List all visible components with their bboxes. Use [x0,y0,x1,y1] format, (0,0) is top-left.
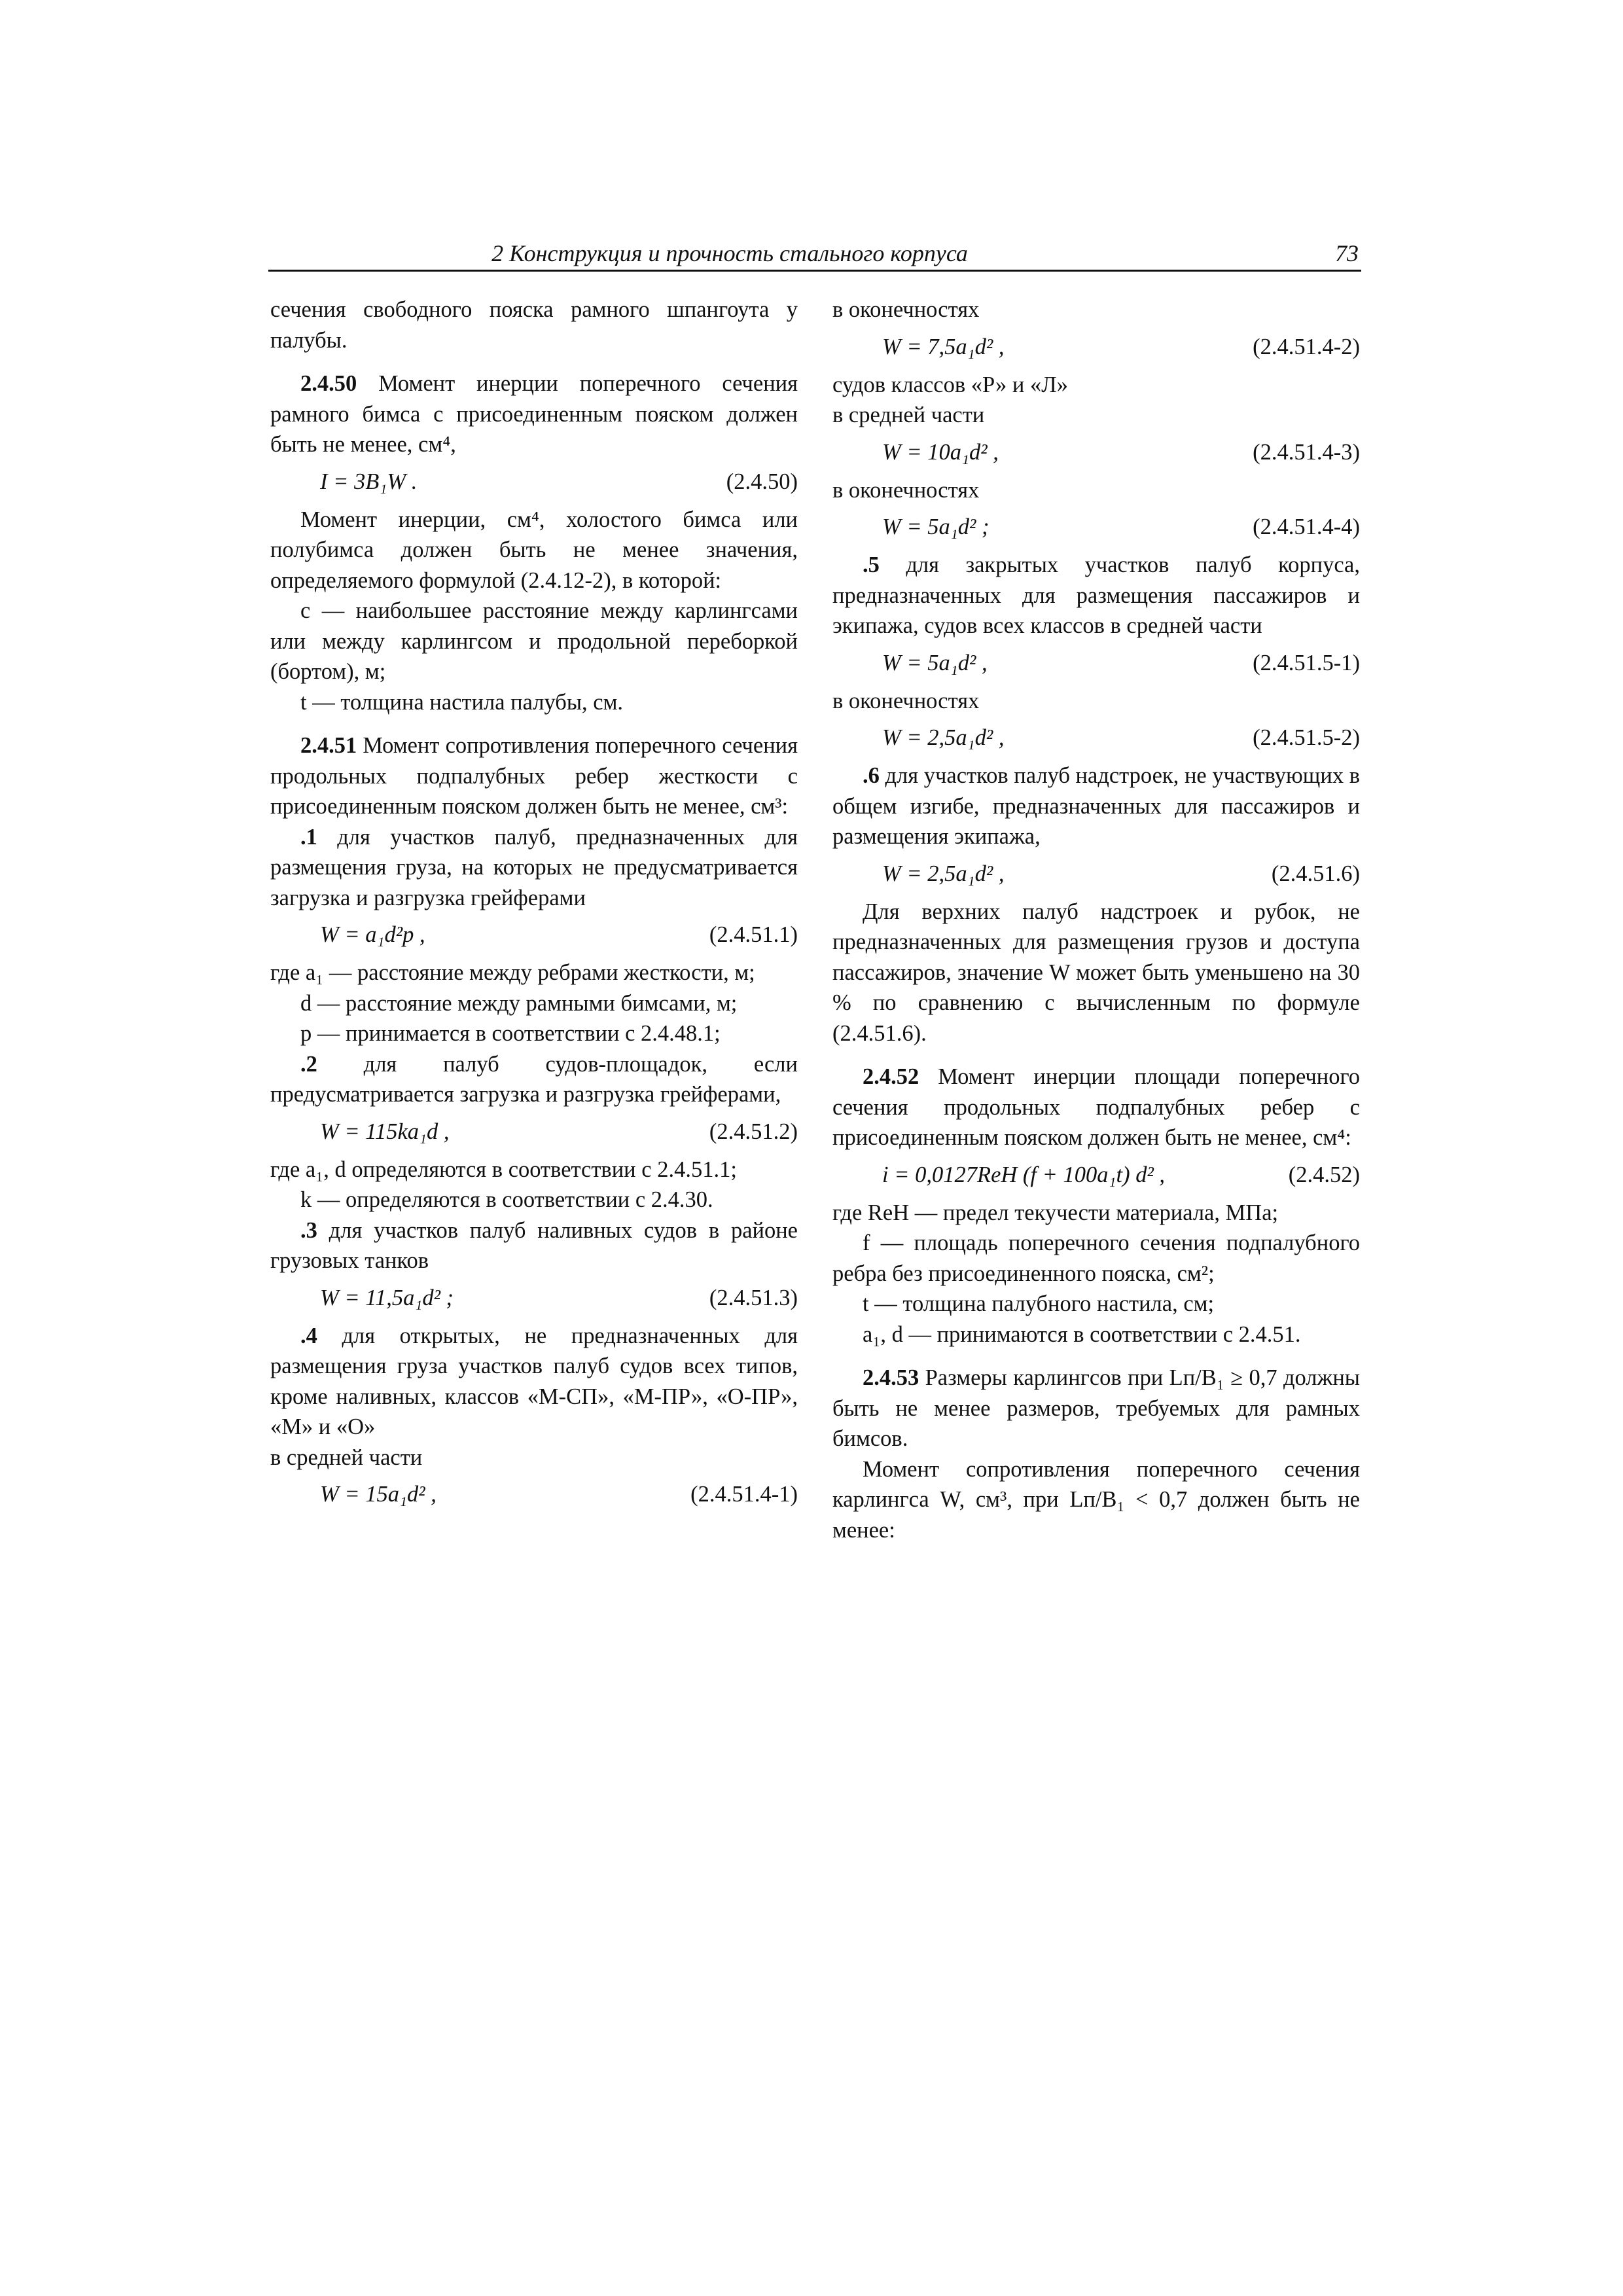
formula-expression: W = 5a₁d² ; [882,514,990,539]
formula-expression: W = 10a₁d² , [882,439,999,465]
paragraph: судов классов «Р» и «Л» [832,372,1068,397]
item-number: .1 [300,824,317,850]
definition-a1-d: где a₁, d определяются в соответствии с 2.4.51.1; [270,1157,737,1182]
formula-2-4-50 [270,460,798,505]
paragraph: Момент сопротивления поперечного сечения карлингса W, см³, при Lп/B₁ < 0,7 должен быть не менее: [832,1456,1360,1543]
definition-t: t — толщина настила палубы, см. [300,689,624,715]
item-4 [270,1321,798,1443]
formula-expression: i = 0,0127RеН (f + 100a₁t) d² , [882,1162,1166,1187]
formula-expression: W = 5a₁d² , [882,650,988,675]
running-header [268,237,1361,272]
definition-t: t — толщина палубного настила, см; [863,1291,1215,1316]
formula-number: (2.4.51.2) [709,1119,798,1144]
formula-2-4-51-5-2 [832,716,1360,761]
item-text: для участков палуб, предназначенных для размещения груза, на которых не предусматривается загрузка и разгрузка грейферами [270,824,798,910]
paragraph: в средней части [832,403,985,427]
section-number: 2.4.52 [863,1064,919,1089]
formula-number: (2.4.51.5-2) [1253,725,1360,750]
item-number: .3 [300,1217,317,1243]
item-5 [832,550,1360,641]
item-number: .4 [300,1323,317,1348]
formula-2-4-51-4-1 [270,1473,798,1517]
paragraph: в средней части [270,1444,423,1470]
header-title: 2 Конструкция и прочность стального корпуса [491,240,968,266]
definition-d: d — расстояние между рамными бимсами, м; [300,990,738,1016]
item-6 [832,761,1360,852]
formula-number: (2.4.51.4-2) [1253,334,1360,359]
paragraph: в оконечностях [832,688,980,713]
section-text: Размеры карлингсов при Lп/B₁ ≥ 0,7 должны быть не менее размеров, требуемых для рамных бимсов. [832,1365,1360,1451]
formula-number: (2.4.51.5-1) [1253,650,1360,675]
definition-a1: где a₁ — расстояние между ребрами жесткости, м; [270,960,755,985]
formula-2-4-51-4-4 [832,505,1360,550]
item-2 [270,1049,798,1110]
paragraph: сечения свободного пояска рамного шпангоута у палубы. [270,297,798,353]
formula-expression: I = 3B₁W . [320,469,418,494]
formula-number: (2.4.51.3) [709,1285,798,1310]
section-number: 2.4.50 [300,371,357,396]
section-2-4-52 [832,1062,1360,1153]
definition-reh: где RеН — предел текучести материала, МПа; [832,1200,1279,1225]
section-text: Момент сопротивления поперечного сечения продольных подпалубных ребер жесткости с присоединенным пояском должен быть не менее, см³: [270,733,798,819]
section-number: 2.4.53 [863,1365,919,1390]
formula-expression: W = a₁d²p , [320,922,425,947]
definition-k: k — определяются в соответствии с 2.4.30. [300,1187,713,1212]
formula-number: (2.4.50) [726,469,798,494]
item-1 [270,822,798,914]
formula-2-4-51-1 [270,913,798,958]
item-3 [270,1215,798,1276]
formula-number: (2.4.52) [1288,1162,1360,1187]
item-text: для участков палуб наливных судов в районе грузовых танков [270,1217,798,1273]
formula-number: (2.4.51.4-4) [1253,514,1360,539]
formula-expression: W = 2,5a₁d² , [882,725,1005,750]
formula-number: (2.4.51.4-3) [1253,439,1360,465]
item-text: для открытых, не предназначенных для размещения груза участков палуб судов всех типов, кроме наливных, классов «М-СП», «М-ПР», «О-ПР», «М» и «О» [270,1323,798,1439]
page-number: 73 [1335,240,1359,266]
formula-expression: W = 15a₁d² , [320,1482,437,1507]
section-text: Момент инерции площади поперечного сечения продольных подпалубных ребер с присоединенным пояском должен быть не менее, см⁴: [832,1064,1360,1150]
formula-2-4-51-2 [270,1110,798,1155]
definition-a1-d: a₁, d — принимаются в соответствии с 2.4.51. [863,1321,1301,1347]
formula-expression: W = 7,5a₁d² , [882,334,1005,359]
formula-2-4-52 [832,1153,1360,1198]
paragraph: Момент инерции, см⁴, холостого бимса или полубимса должен быть не менее значения, определяемого формулой (2.4.12-2), в которой: [270,507,798,593]
formula-2-4-51-6 [832,852,1360,897]
formula-2-4-51-3 [270,1276,798,1321]
section-2-4-53 [832,1363,1360,1454]
item-text: для закрытых участков палуб корпуса, предназначенных для размещения пассажиров и экипажа, судов всех классов в средней части [832,552,1360,638]
item-number: .5 [863,552,880,577]
right-column [832,295,1360,1545]
paragraph: в оконечностях [832,297,980,322]
formula-number: (2.4.51.6) [1271,861,1360,886]
paragraph: в оконечностях [832,477,980,503]
formula-expression: W = 115ka₁d , [320,1119,450,1144]
section-text: Момент инерции поперечного сечения рамного бимса с присоединенным пояском должен быть не менее, см⁴, [270,371,798,457]
definition-c: c — наибольшее расстояние между карлингсами или между карлингсом и продольной переборкой (бортом), м; [270,598,798,684]
formula-2-4-51-4-2 [832,325,1360,370]
left-column [270,295,798,1517]
paragraph: Для верхних палуб надстроек и рубок, не предназначенных для размещения грузов и доступа пассажиров, значение W может быть уменьшено на 30 % по сравнению с вычисленным по формуле (2.4.51.6). [832,899,1360,1046]
item-text: для участков палуб надстроек, не участвующих в общем изгибе, предназначенных для пассажиров и размещения экипажа, [832,763,1360,849]
formula-number: (2.4.51.4-1) [690,1482,798,1507]
formula-2-4-51-4-3 [832,431,1360,475]
formula-2-4-51-5-1 [832,641,1360,686]
definition-f: f — площадь поперечного сечения подпалубного ребра без присоединенного пояска, см²; [832,1230,1360,1286]
section-2-4-50 [270,368,798,460]
section-2-4-51 [270,730,798,822]
formula-expression: W = 11,5a₁d² ; [320,1285,454,1310]
item-number: .2 [300,1051,317,1077]
section-number: 2.4.51 [300,733,357,758]
definition-p: p — принимается в соответствии с 2.4.48.1; [300,1021,721,1046]
item-text: для палуб судов-площадок, если предусматривается загрузка и разгрузка грейферами, [270,1051,798,1107]
formula-number: (2.4.51.1) [709,922,798,947]
formula-expression: W = 2,5a₁d² , [882,861,1005,886]
item-number: .6 [863,763,880,788]
